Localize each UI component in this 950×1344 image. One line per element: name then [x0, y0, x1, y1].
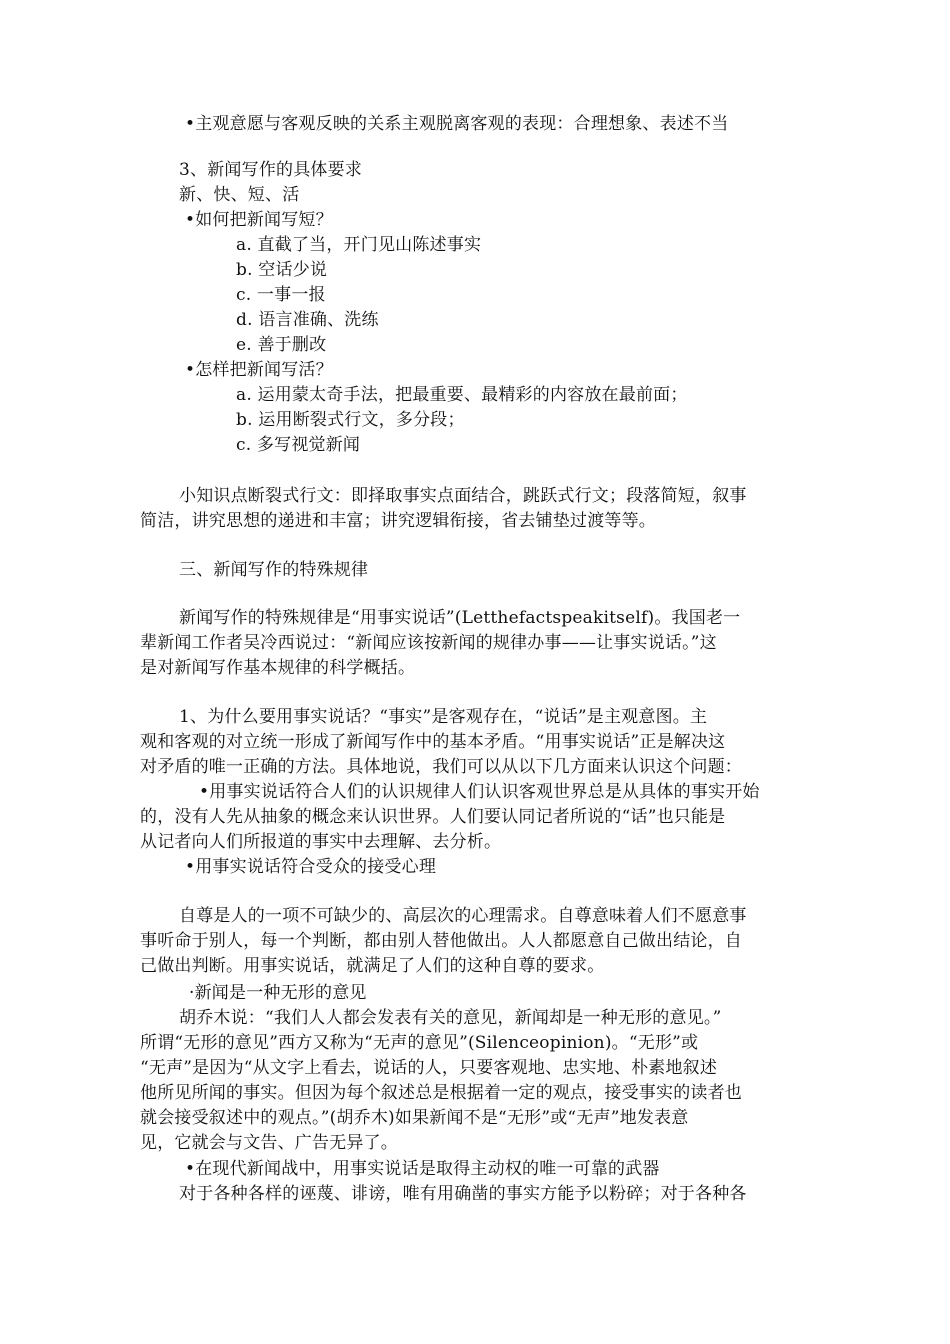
paragraph-line: “无声”是因为“从文字上看去，说话的人，只要客观地、忠实地、朴素地叙述 — [140, 1058, 718, 1078]
paragraph-line: 新闻写作的特殊规律是“用事实说话”(Letthefactspeakitself)。我国老一 — [179, 608, 741, 628]
list-item: c. 一事一报 — [236, 285, 326, 305]
list-item: b. 运用断裂式行文，多分段； — [236, 410, 465, 430]
section-heading-special-rules: 三、新闻写作的特殊规律 — [179, 560, 369, 580]
paragraph-line: 对于各种各样的诬蔑、诽谤，唯有用确凿的事实方能予以粉碎；对于各种各 — [179, 1184, 747, 1204]
bullet-invisible-opinion: ·新闻是一种无形的意见 — [189, 983, 367, 1003]
paragraph-line: 1、为什么要用事实说话？“事实”是客观存在，“说话”是主观意图。主 — [179, 707, 708, 727]
bullet-subjective-objective: •主观意愿与客观反映的关系主观脱离客观的表现：合理想象、表述不当 — [185, 114, 729, 134]
paragraph-line: 从记者向人们所报道的事实中去理解、去分析。 — [140, 832, 502, 852]
list-item: b. 空话少说 — [236, 260, 328, 280]
bullet-receiver-psychology: •用事实说话符合受众的接受心理 — [185, 857, 437, 877]
section-heading-specific-requirements: 3、新闻写作的具体要求 — [179, 160, 363, 180]
paragraph-line: 胡乔木说：“我们人人都会发表有关的意见，新闻却是一种无形的意见。” — [179, 1008, 722, 1028]
requirements-summary: 新、快、短、活 — [179, 185, 300, 205]
paragraph-line: 小知识点断裂式行文：即择取事实点面结合，跳跃式行文；段落简短，叙事 — [179, 486, 747, 506]
paragraph-line: 事听命于别人，每一个判断，都由别人替他做出。人人都愿意自己做出结论，自 — [140, 931, 742, 951]
paragraph-line: 简洁，讲究思想的递进和丰富；讲究逻辑衔接，省去铺垫过渡等等。 — [140, 511, 656, 531]
list-item: c. 多写视觉新闻 — [236, 435, 361, 455]
list-item: d. 语言准确、洗练 — [236, 310, 379, 330]
paragraph-line: 所谓“无形的意见”西方又称为“无声的意见”(Silenceopinion)。“无形”或 — [140, 1033, 699, 1053]
paragraph-line: 就会接受叙述中的观点。”(胡乔木)如果新闻不是“无形”或“无声”地发表意 — [140, 1108, 689, 1128]
paragraph-line: 的，没有人先从抽象的概念来认识世界。人们要认同记者所说的“话”也只能是 — [140, 807, 726, 827]
paragraph-line: 对矛盾的唯一正确的方法。具体地说，我们可以从以下几方面来认识这个问题： — [140, 757, 742, 777]
paragraph-line: 观和客观的对立统一形成了新闻写作中的基本矛盾。“用事实说话”正是解决这 — [140, 732, 726, 752]
paragraph-line: 自尊是人的一项不可缺少的、高层次的心理需求。自尊意味着人们不愿意事 — [179, 906, 747, 926]
paragraph-line: •用事实说话符合人们的认识规律人们认识客观世界总是从具体的事实开始 — [199, 782, 760, 802]
bullet-news-war-weapon: •在现代新闻战中，用事实说话是取得主动权的唯一可靠的武器 — [185, 1159, 660, 1179]
bullet-how-to-write-short: •如何把新闻写短？ — [185, 210, 333, 230]
paragraph-line: 辈新闻工作者吴冷西说过：“新闻应该按新闻的规律办事——让事实说话。”这 — [140, 633, 717, 653]
list-item: a. 直截了当，开门见山陈述事实 — [236, 235, 482, 255]
bullet-how-to-write-lively: •怎样把新闻写活？ — [185, 360, 333, 380]
paragraph-line: 是对新闻写作基本规律的科学概括。 — [140, 658, 416, 678]
list-item: e. 善于删改 — [236, 335, 327, 355]
paragraph-line: 他所见所闻的事实。但因为每个叙述总是根据着一定的观点，接受事实的读者也 — [140, 1083, 742, 1103]
list-item: a. 运用蒙太奇手法，把最重要、最精彩的内容放在最前面； — [236, 385, 688, 405]
paragraph-line: 见，它就会与文告、广告无异了。 — [140, 1133, 398, 1153]
paragraph-line: 己做出判断。用事实说话，就满足了人们的这种自尊的要求。 — [140, 956, 605, 976]
